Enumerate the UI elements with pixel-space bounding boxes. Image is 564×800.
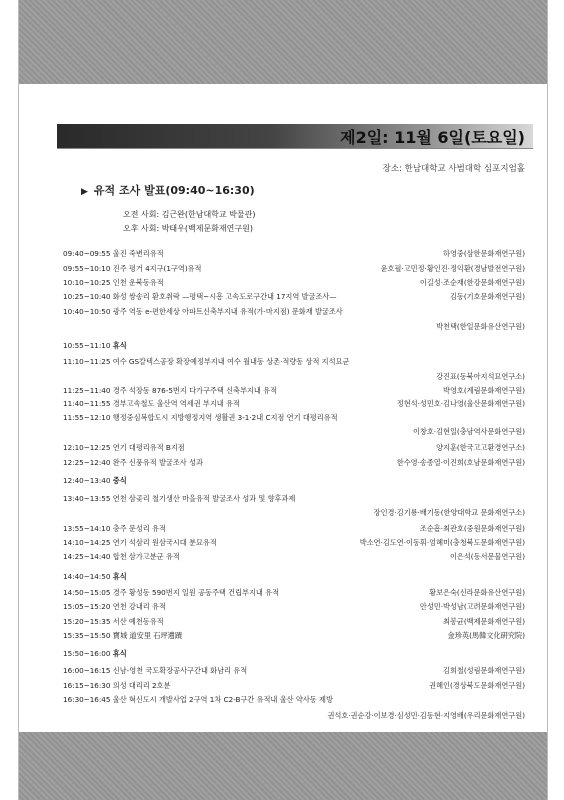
session-title: 인천 운북동유적: [112, 278, 164, 287]
session-presenter: 강진표(동북아지석묘연구소): [436, 372, 525, 381]
schedule-row: [63, 306, 525, 318]
session-time: 14:40~14:50: [63, 572, 111, 581]
session-time-title: [63, 340, 127, 352]
session-time-title: [63, 551, 180, 563]
session-presenter: 장인경·김기룡·배기동(한양대학교 문화재연구소): [373, 508, 525, 517]
session-title: 행정중심복합도시 지방행정지역 생활권 3-1·2내 C지점 연기 대평리유적: [112, 413, 338, 422]
session-presenter: 한수영·송종열·이진희(호남문화재연구원): [396, 458, 525, 467]
session-time-title: [63, 457, 203, 469]
session-title: 휴식: [112, 649, 127, 658]
session-presenter: 김동(기호문화재연구원): [449, 292, 525, 301]
schedule-row: [63, 398, 525, 410]
session-title: 울진 죽변리유적: [112, 249, 164, 258]
session-presenter: 황보은숙(신라문화유산연구원): [429, 588, 525, 597]
session-title: 연천 삼곶리 철기생산 마을유적 발굴조사 성과 및 향후과제: [112, 494, 296, 503]
session-time-title: [63, 493, 295, 505]
session-time-title: [63, 475, 127, 487]
session-time: 10:25~10:40: [63, 292, 111, 301]
session-time-title: [63, 306, 343, 318]
session-time: 11:55~12:10: [63, 413, 111, 422]
session-title: 휴식: [112, 341, 127, 350]
schedule-row: [63, 694, 525, 706]
schedule-row: [63, 277, 525, 289]
session-time-title: [63, 412, 338, 424]
session-time: 16:00~16:15: [63, 666, 111, 675]
session-title: 의성 대리리 2호분: [112, 681, 171, 690]
session-time-title: [63, 263, 202, 275]
day-title-bar: [57, 124, 533, 149]
session-time: 15:35~15:50: [63, 631, 111, 640]
session-presenter: 윤호필·고민정·황인진·정익환(경남발전연구원): [380, 264, 525, 273]
session-time: 09:40~09:55: [63, 249, 111, 258]
schedule-row: [63, 680, 525, 692]
schedule-row: [63, 426, 525, 438]
session-presenter: 이은석(동서문물연구원): [449, 552, 525, 561]
session-time: 14:50~15:05: [63, 588, 111, 597]
schedule-row: [63, 601, 525, 613]
session-time-title: [63, 601, 166, 613]
day-title: 제2일: 11월 6일(토요일): [340, 128, 525, 147]
schedule-row: [63, 385, 525, 397]
session-time-title: [63, 523, 166, 535]
schedule-row: [63, 493, 525, 505]
session-time: 10:55~11:10: [63, 341, 111, 350]
session-title: 진주 평거 4지구(1구역)유적: [112, 264, 202, 273]
session-title: 경주 석장동 876-5번지 다가구주택 신축부지내 유적: [112, 386, 277, 395]
session-time-title: [63, 442, 185, 454]
session-presenter: 권석호·권순강·이보경·심성민·김동현·지영배(우리문화재연구원): [327, 711, 525, 720]
session-title: 완주 신풍유적 발굴조사 성과: [112, 458, 203, 467]
session-time: 09:55~10:10: [63, 264, 111, 273]
session-title: 신남-영천 국도확장공사구간내 화남리 유적: [112, 666, 248, 675]
schedule-row: [63, 523, 525, 535]
session-time: 13:55~14:10: [63, 524, 111, 533]
session-presenter: 金珍英(馬韓文化硏究院): [447, 631, 525, 640]
session-time: 14:25~14:40: [63, 552, 111, 561]
session-presenter: 김희철(성림문화재연구원): [443, 666, 525, 675]
session-time: 10:10~10:25: [63, 278, 111, 287]
session-time-title: [63, 537, 217, 549]
schedule-row: [63, 587, 525, 599]
session-presenter: 안성민·박성남(고려문화재연구원): [419, 602, 525, 611]
session-title: 연기 대평리유적 B지점: [112, 443, 185, 452]
schedule-row: [63, 442, 525, 454]
schedule-row: [63, 571, 525, 583]
session-time: 12:10~12:25: [63, 443, 111, 452]
session-title: 화성 쌍송리 환호취락 —평택~시흥 고속도로구간내 17지역 발굴조사—: [112, 292, 337, 301]
top-decorative-band: [19, 0, 547, 84]
schedule-row: [63, 457, 525, 469]
session-time: 11:25~11:40: [63, 386, 111, 395]
session-time: 11:40~11:55: [63, 399, 111, 408]
session-time: 12:40~13:40: [63, 476, 111, 485]
session-presenter: 조순흠·최관호(중원문화재연구원): [419, 524, 525, 533]
bottom-decorative-band: [19, 732, 547, 800]
session-time: 15:20~15:35: [63, 617, 111, 626]
session-time-title: [63, 587, 279, 599]
schedule-row: [63, 291, 525, 303]
session-title: 서산 예천동유적: [112, 617, 164, 626]
session-time: 11:10~11:25: [63, 357, 111, 366]
session-presenter: 박영호(계림문화재연구원): [443, 386, 525, 395]
session-time-title: [63, 680, 171, 692]
session-time-title: [63, 291, 337, 303]
schedule-row: [63, 340, 525, 352]
session-time: 10:40~10:50: [63, 307, 111, 316]
session-time-title: [63, 385, 277, 397]
schedule-row: [63, 475, 525, 487]
schedule-row: [63, 710, 525, 722]
session-time-title: [63, 648, 127, 660]
session-presenter: 권혜인(경상북도문화재연구원): [429, 681, 525, 690]
session-title: 경부고속철도 울산역 역세권 부지내 유적: [112, 399, 240, 408]
session-time-title: [63, 630, 182, 642]
session-time: 13:40~13:55: [63, 494, 111, 503]
session-presenter: 이길성·조순재(한강문화재연구원): [419, 278, 525, 287]
session-presenter: 박소연·김도연·이동휘·엄혜미(충청북도문화재연구원): [359, 538, 525, 547]
session-time-title: [63, 694, 333, 706]
afternoon-chair: 오후 사회: 박태우(백제문화재연구원): [123, 224, 253, 233]
schedule-row: [63, 537, 525, 549]
schedule-row: [63, 263, 525, 275]
session-presenter: 정현석·성민호·김나영(울산문화재연구원): [396, 399, 525, 408]
schedule-row: [63, 648, 525, 660]
session-time-title: [63, 665, 247, 677]
document-page: [18, 0, 548, 800]
session-time-title: [63, 571, 127, 583]
session-time: 12:25~12:40: [63, 458, 111, 467]
session-presenter: 이창호·김현일(충남역사문화연구원): [412, 427, 525, 436]
section-heading: [81, 182, 255, 198]
schedule-row: [63, 356, 525, 368]
schedule-row: [63, 248, 525, 260]
session-presenter: 하영중(삼한문화재연구원): [443, 249, 525, 258]
session-time: 14:10~14:25: [63, 538, 111, 547]
session-time: 16:15~16:30: [63, 681, 111, 690]
session-time-title: [63, 277, 164, 289]
session-presenter: 양지훈(한국고고환경연구소): [436, 443, 525, 452]
session-title: 울산 혁신도시 개발사업 2구역 1차 C2-B구간 유적내 울산 약사동 제방: [112, 695, 333, 704]
schedule-row: [63, 616, 525, 628]
schedule-row: [63, 630, 525, 642]
session-time: 16:30~16:45: [63, 695, 111, 704]
session-title: 연천 강내리 유적: [112, 602, 166, 611]
session-title: 연기 석삼리 원삼국시대 분묘유적: [112, 538, 217, 547]
session-time-title: [63, 356, 349, 368]
session-title: 휴식: [112, 572, 127, 581]
session-time-title: [63, 616, 164, 628]
schedule-row: [63, 551, 525, 563]
session-time: 15:50~16:00: [63, 649, 111, 658]
schedule-row: [63, 371, 525, 383]
session-title: 경주 황성동 590번지 일원 공동주택 건립부지내 유적: [112, 588, 280, 597]
session-title: 중식: [112, 476, 127, 485]
schedule-row: [63, 412, 525, 424]
section-title: 유적 조사 발표(09:40~16:30): [93, 184, 255, 197]
session-time: 15:05~15:20: [63, 602, 111, 611]
session-title: 광주 역동 e-편한세상 아파트신축부지내 유적(가·마지점) 문화재 발굴조사: [112, 307, 343, 316]
schedule-row: [63, 321, 525, 333]
morning-chair: 오전 사회: 김근완(한남대학교 박물관): [123, 210, 256, 219]
schedule-row: [63, 665, 525, 677]
session-presenter: 최봉균(백제문화재연구원): [443, 617, 525, 626]
session-time-title: [63, 248, 164, 260]
session-title: 충주 문성리 유적: [112, 524, 166, 533]
triangle-bullet-icon: ▶: [81, 187, 88, 197]
session-title: 합천 삼가고분군 유적: [112, 552, 180, 561]
session-time-title: [63, 398, 240, 410]
session-presenter: 박천택(한일문화유산연구원): [436, 322, 525, 331]
venue-text: 장소: 한남대학교 사범대학 심포지엄홀: [382, 164, 525, 174]
session-title: 여수 GS칼텍스공장 확장예정부지내 여수 월내동 상촌·적량동 상적 지석묘군: [112, 357, 350, 366]
schedule-row: [63, 507, 525, 519]
session-title: 寶城 道安里 石坪遺蹟: [112, 631, 183, 640]
